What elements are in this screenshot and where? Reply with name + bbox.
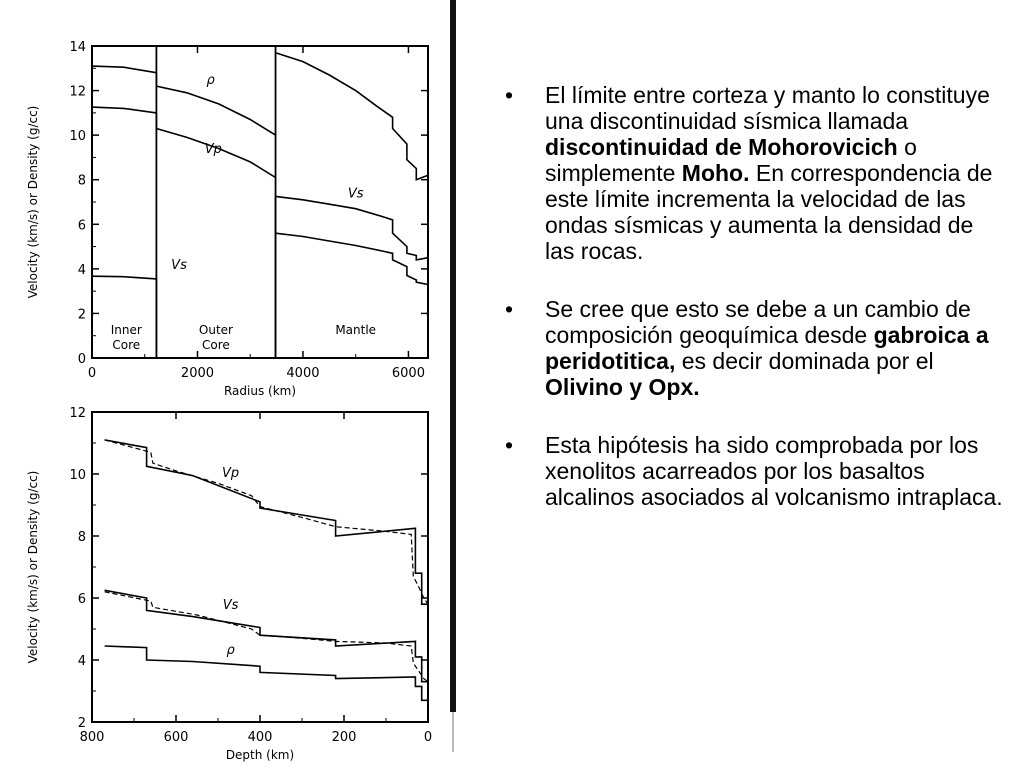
series-line-rho — [276, 233, 429, 284]
series-label: Vs — [171, 257, 187, 273]
series-line-Vp — [276, 53, 429, 180]
bullet-dot: • — [505, 432, 514, 458]
bullet-text: En correspondencia de este límite incrementa la velocidad de las ondas sísmicas y aumenta la densidad de las rocas. — [545, 160, 993, 264]
y-tick-label: 8 — [77, 173, 86, 189]
bullet-bold-text: Moho. — [681, 160, 750, 186]
series-line-rho — [92, 66, 156, 73]
bullet-text: Esta hipótesis ha sido comprobada por los xenolitos acarreados por los basaltos alcalinos asociados al volcanismo intraplaca. — [545, 432, 1003, 510]
series-label: Vp — [204, 141, 222, 157]
series-line-Vp — [92, 107, 156, 113]
bullet-dot: • — [505, 296, 514, 322]
x-axis-label: Radius (km) — [223, 384, 297, 398]
x-tick-label: 600 — [163, 730, 189, 745]
bullet-list — [505, 82, 1005, 542]
y-tick-label: 4 — [77, 654, 86, 669]
bullet-item — [505, 82, 1005, 264]
y-tick-label: 14 — [69, 40, 86, 55]
y-axis-label: Velocity (km/s) or Density (g/cc) — [26, 105, 40, 299]
series-dashed-Vs — [105, 592, 428, 682]
region-label: Mantle — [335, 323, 377, 337]
bullet-bold-text: gabroica a peridotitica, — [545, 322, 989, 374]
x-tick-label: 0 — [87, 366, 97, 381]
series-label: Vs — [347, 186, 364, 202]
x-tick-label: 4000 — [286, 366, 320, 381]
y-tick-label: 12 — [69, 406, 86, 421]
series-line-rho — [156, 73, 275, 135]
plot-frame — [92, 46, 428, 358]
x-tick-label: 200 — [331, 730, 357, 745]
series-label: ρ — [206, 72, 215, 88]
series-label: Vp — [222, 466, 240, 482]
bullet-text: es decir dominada por el — [675, 348, 934, 374]
bullet-item — [505, 296, 1005, 400]
x-tick-label: 6000 — [391, 366, 425, 381]
x-axis-label: Depth (km) — [225, 748, 295, 762]
series-dashed-Vp — [105, 440, 428, 604]
y-tick-label: 10 — [69, 129, 86, 145]
x-tick-label: 2000 — [180, 366, 215, 381]
vertical-divider-tail — [452, 712, 454, 752]
series-line-rho — [105, 646, 428, 700]
bullet-item — [505, 432, 1005, 510]
y-tick-label: 6 — [77, 218, 86, 234]
y-tick-label: 0 — [77, 352, 86, 367]
x-tick-label: 800 — [79, 730, 105, 745]
bullet-bold-text: discontinuidad de Mohorovicich — [545, 134, 898, 160]
y-tick-label: 12 — [69, 84, 86, 100]
region-label: Outer — [198, 323, 233, 337]
y-axis-label: Velocity (km/s) or Density (g/cc) — [26, 470, 40, 664]
x-tick-label: 0 — [423, 730, 433, 745]
bullet-dot: • — [505, 82, 514, 108]
y-tick-label: 6 — [77, 592, 86, 607]
y-tick-label: 4 — [77, 262, 86, 278]
x-tick-label: 400 — [247, 730, 273, 745]
y-tick-label: 8 — [77, 530, 86, 545]
figure-panel — [0, 0, 460, 768]
plot-frame — [92, 412, 428, 722]
y-tick-label: 2 — [77, 307, 86, 323]
series-label: ρ — [226, 642, 235, 658]
radius-profile-chart — [26, 40, 428, 398]
region-label-line2: Core — [202, 338, 230, 352]
bullet-text: Se cree que esto se debe a un cambio de composición geoquímica desde — [545, 296, 971, 348]
bullet-text: o simplemente — [545, 134, 917, 186]
region-label: Inner — [110, 323, 142, 337]
y-tick-label: 2 — [77, 716, 86, 731]
vertical-divider — [450, 0, 456, 712]
series-label: Vs — [222, 597, 239, 613]
depth-profile-chart — [26, 406, 432, 762]
bullet-bold-text: Olivino y Opx. — [545, 374, 700, 400]
series-line-Vp — [105, 440, 428, 604]
region-label-line2: Core — [112, 338, 141, 352]
y-tick-label: 10 — [69, 468, 86, 483]
bullet-text: El límite entre corteza y manto lo constituye una discontinuidad sísmica llamada — [545, 82, 990, 134]
